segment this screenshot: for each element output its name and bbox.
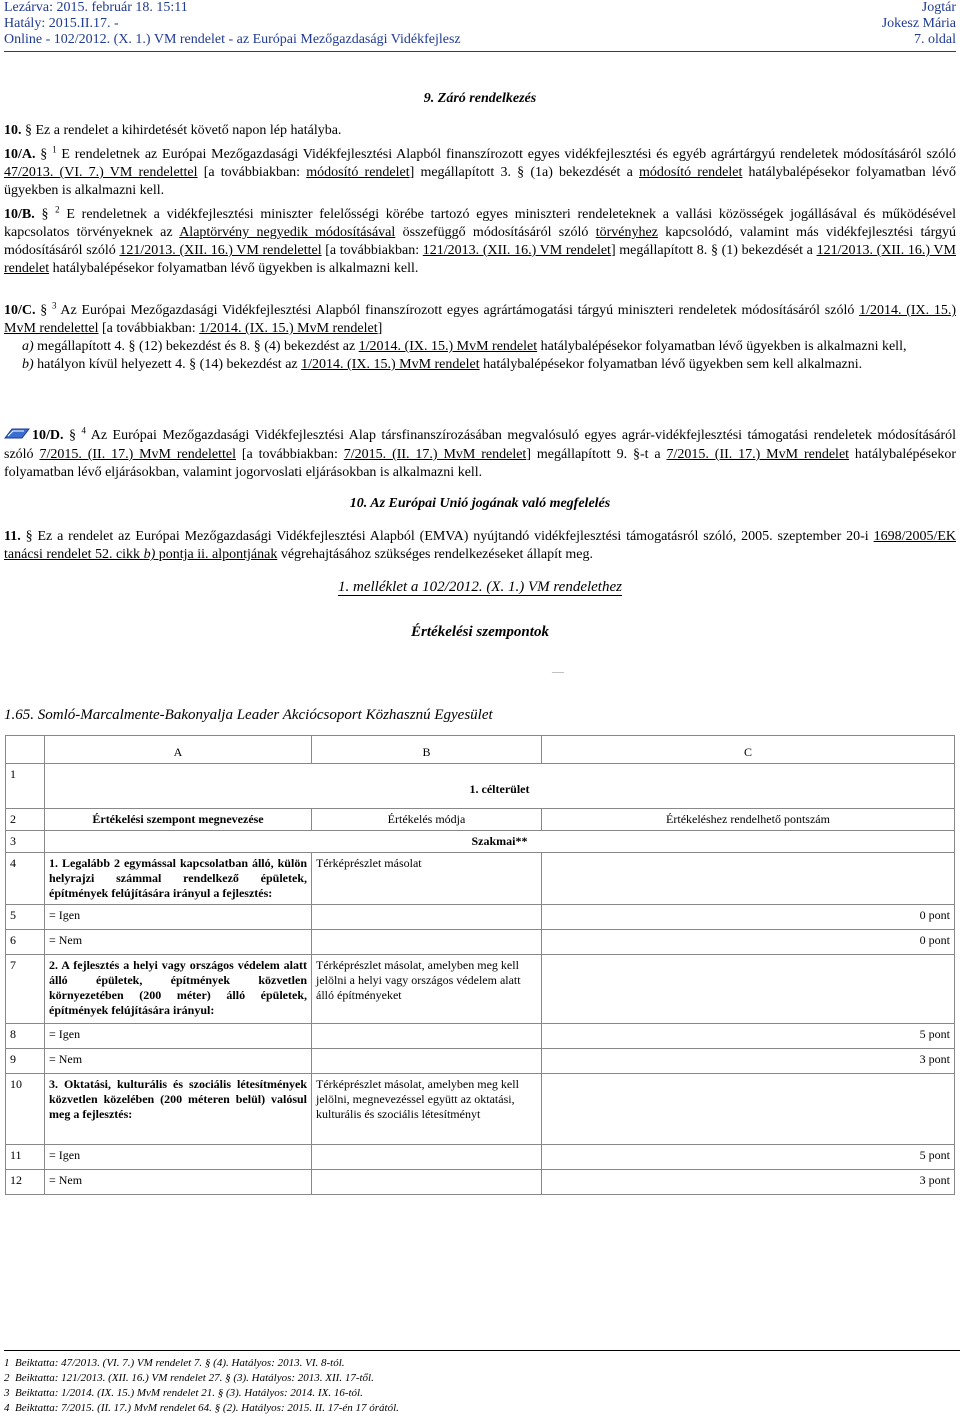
link-7-2015[interactable]: 7/2015. (II. 17.) MvM rendelet bbox=[666, 447, 850, 462]
link-1-2014[interactable]: 1/2014. (IX. 15.) MvM rendelet bbox=[301, 357, 480, 372]
row-number: 12 bbox=[6, 1170, 45, 1195]
footnote-divider bbox=[4, 1350, 960, 1351]
row-number: 6 bbox=[6, 930, 45, 955]
link-7-2015[interactable]: 7/2015. (II. 17.) MvM rendelettel bbox=[39, 447, 236, 462]
evaluation-table bbox=[5, 735, 955, 1195]
link-121-2013[interactable]: 121/2013. (XII. 16.) VM rendelet bbox=[422, 243, 611, 258]
header-brand: Jogtár bbox=[921, 0, 956, 15]
footnote-number: 1 bbox=[4, 1357, 10, 1369]
point-a bbox=[4, 338, 956, 356]
footnote-ref[interactable]: 3 bbox=[51, 300, 57, 311]
section-10-title: 10. Az Európai Unió jogának való megfelelés bbox=[349, 496, 611, 511]
paragraph-10 bbox=[4, 122, 956, 140]
row-number: 9 bbox=[6, 1049, 45, 1074]
table-row bbox=[6, 955, 955, 1024]
text: ] megállapított 9. §-t a bbox=[526, 447, 667, 462]
footnote-ref[interactable]: 4 bbox=[81, 425, 86, 436]
cell-c: 5 pont bbox=[542, 1024, 955, 1049]
section-sign: § bbox=[41, 207, 49, 222]
paragraph-number: 11. bbox=[4, 529, 21, 544]
row-number: 3 bbox=[6, 831, 45, 853]
annex-title bbox=[0, 579, 960, 596]
row-number: 10 bbox=[6, 1074, 45, 1145]
cell-c: 3 pont bbox=[542, 1170, 955, 1195]
text: ] megállapított 3. § (1a) bekezdését a bbox=[409, 165, 639, 180]
column-header: A bbox=[45, 736, 312, 764]
page-header-right bbox=[882, 0, 956, 48]
cell-b bbox=[312, 905, 542, 930]
link-121-2013[interactable]: 121/2013. (XII. 16.) VM rendelet bbox=[4, 243, 956, 276]
cell-c: 0 pont bbox=[542, 905, 955, 930]
row-number: 1 bbox=[6, 764, 45, 809]
link-1-2014[interactable]: 1/2014. (IX. 15.) MvM rendelet bbox=[199, 321, 378, 336]
footnote-number: 3 bbox=[4, 1387, 10, 1399]
table-row bbox=[6, 764, 955, 809]
section-sign: § bbox=[25, 123, 32, 138]
header-closed-date: Lezárva: 2015. február 18. 15:11 bbox=[4, 0, 188, 15]
cell-a: = Nem bbox=[45, 930, 312, 955]
link-47-2013[interactable]: 47/2013. (VI. 7.) VM rendelettel bbox=[4, 165, 198, 180]
point-label: b) bbox=[22, 357, 34, 372]
cell-c bbox=[542, 955, 955, 1024]
text: végrehajtásához szükséges rendelkezéseket állapít meg. bbox=[277, 547, 593, 562]
cell-b: Térképrészlet másolat, amelyben meg kell jelölni, megnevezéssel együtt az oktatási, kulturális és szociális létesítményt bbox=[312, 1074, 542, 1145]
cell-b: Térképrészlet másolat bbox=[312, 853, 542, 905]
paragraph-number: 10/D. bbox=[32, 428, 64, 444]
text: [a továbbiakban: bbox=[235, 447, 344, 462]
cell-a: = Igen bbox=[45, 1145, 312, 1170]
point-b bbox=[4, 356, 956, 374]
cell-b bbox=[312, 930, 542, 955]
footnote-ref[interactable]: 1 bbox=[52, 144, 57, 155]
footnote-text: Beiktatta: 7/2015. (II. 17.) MvM rendelet 64. § (2). Hatályos: 2015. II. 17-én 17 órától. bbox=[15, 1402, 399, 1414]
row-number: 5 bbox=[6, 905, 45, 930]
section-9-title: 9. Záró rendelkezés bbox=[423, 91, 537, 106]
cell-a: Értékelési szempont megnevezése bbox=[45, 809, 312, 831]
row-number: 7 bbox=[6, 955, 45, 1024]
row-number: 2 bbox=[6, 809, 45, 831]
link-alaptorveny[interactable]: Alaptörvény negyedik módosításával bbox=[179, 225, 396, 240]
annex-title-text: 1. melléklet a 102/2012. (X. 1.) VM rendelethez bbox=[338, 579, 622, 595]
paragraph-10d bbox=[4, 426, 956, 482]
footnote-text: Beiktatta: 1/2014. (IX. 15.) MvM rendelet 21. § (3). Hatályos: 2014. IX. 16-tól. bbox=[15, 1387, 363, 1399]
section-sign: § bbox=[69, 428, 76, 444]
text: megállapított 4. § (12) bekezdést és 8. § (4) bekezdést az bbox=[33, 339, 359, 354]
link-1-2014[interactable]: 1/2014. (IX. 15.) MvM rendelet bbox=[358, 339, 538, 354]
subsection-title: 1.65. Somló-Marcalmente-Bakonyalja Leader Akciócsoport Közhasznú Egyesület bbox=[4, 707, 493, 723]
cell-c: 5 pont bbox=[542, 1145, 955, 1170]
cell-a: = Nem bbox=[45, 1170, 312, 1195]
text: ] megállapított 8. § (1) bekezdését a bbox=[610, 243, 817, 258]
table-header-row bbox=[6, 736, 955, 764]
cell-a: 1. Legalább 2 egymással kapcsolatban álló, külön helyrajzi számmal rendelkező épületek, építmények felújítására irányul a fejlesztés: bbox=[45, 853, 312, 905]
text: [a továbbiakban: bbox=[197, 165, 307, 180]
footnote bbox=[4, 1356, 956, 1371]
section-sign: § bbox=[40, 147, 48, 162]
point-label: a) bbox=[22, 339, 34, 354]
cell-a: 2. A fejlesztés a helyi vagy országos védelem alatt álló épületek, építmények közvetlen környezetében (200 méter) álló épületek, építmények felújítására irányul: bbox=[45, 955, 312, 1024]
cell-b: Értékelés módja bbox=[312, 809, 542, 831]
page-header-left bbox=[4, 0, 461, 48]
cell-b bbox=[312, 1024, 542, 1049]
table-row bbox=[6, 809, 955, 831]
table-row bbox=[6, 1145, 955, 1170]
cell-a: = Igen bbox=[45, 905, 312, 930]
text: hatálybalépésekor folyamatban lévő eljárásokban, valamint jogorvoslati eljárásokban is alkalmazni kell. bbox=[4, 447, 956, 480]
footnote bbox=[4, 1401, 956, 1416]
footnote-ref[interactable]: 2 bbox=[55, 204, 60, 215]
header-user: Jokesz Mária bbox=[881, 16, 956, 31]
paragraph-10a bbox=[4, 146, 956, 200]
row-number: 11 bbox=[6, 1145, 45, 1170]
link-modosito-rendelet[interactable]: módosító rendelet bbox=[639, 165, 743, 180]
text: kapcsolódó, valamint más vidékfejlesztési tárgyú módosításáról szóló bbox=[4, 225, 956, 258]
cell-b bbox=[312, 1049, 542, 1074]
text: E rendeletnek a vidékfejlesztési miniszter felelősségi körébe tartozó egyes miniszteri rendeleteknek a vallási közösségek jogállásával és működésével kapcsolatos törvényeknek az bbox=[4, 207, 956, 240]
cell-c: 0 pont bbox=[542, 930, 955, 955]
cell-a: = Nem bbox=[45, 1049, 312, 1074]
text: hatályon kívül helyezett 4. § (14) bekezdést az bbox=[33, 357, 302, 372]
text: hatálybalépésekor folyamatban lévő ügyekben is alkalmazni kell. bbox=[49, 261, 419, 276]
table-cell bbox=[6, 736, 45, 764]
separator-dash: — bbox=[552, 664, 564, 678]
header-divider bbox=[4, 51, 956, 52]
text: hatálybalépésekor folyamatban lévő ügyekben is alkalmazni kell. bbox=[4, 165, 957, 198]
table-row bbox=[6, 1049, 955, 1074]
cell-b: Térképrészlet másolat, amelyben meg kell jelölni a helyi vagy országos védelem alatt álló építményeket bbox=[312, 955, 542, 1024]
text: ] bbox=[377, 321, 383, 336]
eurlex-flag-icon[interactable] bbox=[4, 426, 30, 446]
paragraph-10b bbox=[4, 206, 956, 278]
text: Az Európai Mezőgazdasági Vidékfejlesztési Alap társfinanszírozásában megvalósuló egyes agrár-vidékfejlesztési támogatási rendeletek módosításáról szóló bbox=[4, 428, 957, 462]
text: [a továbbiakban: bbox=[98, 321, 200, 336]
link-torvenyhez[interactable]: törvényhez bbox=[595, 225, 658, 240]
link-1-2014[interactable]: 1/2014. (IX. 15.) MvM rendelettel bbox=[4, 303, 957, 336]
cell-c bbox=[542, 853, 955, 905]
paragraph-number: 10/C. bbox=[4, 303, 36, 318]
footnote bbox=[4, 1371, 956, 1386]
footnote bbox=[4, 1386, 956, 1401]
column-header: B bbox=[312, 736, 542, 764]
table-row bbox=[6, 853, 955, 905]
row-number: 4 bbox=[6, 853, 45, 905]
criteria-title: Értékelési szempontok bbox=[411, 624, 549, 640]
text: E rendeletnek az Európai Mezőgazdasági Vidékfejlesztési Alapból finanszírozott egyes vidékfejlesztési és egyéb agrártárgyú rendeletek módosításáról szóló bbox=[56, 147, 957, 162]
link-modosito-rendelet[interactable]: módosító rendelet bbox=[306, 165, 410, 180]
paragraph-number: 10/A. bbox=[4, 147, 36, 162]
header-page-number: 7. oldal bbox=[914, 32, 956, 47]
footnote-number: 4 bbox=[4, 1402, 10, 1414]
footnote-text: Beiktatta: 47/2013. (VI. 7.) VM rendelet 7. § (4). Hatályos: 2013. VI. 8-tól. bbox=[15, 1357, 345, 1369]
section-sign: § bbox=[40, 303, 48, 318]
cell-c bbox=[542, 1074, 955, 1145]
paragraph-number: 10. bbox=[4, 123, 22, 138]
link-121-2013[interactable]: 121/2013. (XII. 16.) VM rendelettel bbox=[119, 243, 322, 258]
text: [a továbbiakban: bbox=[321, 243, 423, 258]
table-row bbox=[6, 1170, 955, 1195]
paragraph-11 bbox=[4, 528, 956, 564]
table-row bbox=[6, 1074, 955, 1145]
merged-cell: Szakmai** bbox=[45, 831, 955, 853]
text: összefüggő módosításáról szóló bbox=[395, 225, 596, 240]
footnote-number: 2 bbox=[4, 1372, 10, 1384]
text: Az Európai Mezőgazdasági Vidékfejlesztési Alapból finanszírozott egyes agrártámogatási tárgyú miniszteri rendeletek módosításáról szóló bbox=[56, 303, 860, 318]
text: Ez a rendelet az Európai Mezőgazdasági Vidékfejlesztési Alapból (EMVA) nyújtandó vidékfejlesztési támogatásról szóló, 2005. szeptember 20-i bbox=[32, 529, 874, 544]
link-text: pontja ii. alpontjának bbox=[155, 547, 278, 562]
cell-a: = Igen bbox=[45, 1024, 312, 1049]
link-text: b) bbox=[143, 547, 156, 562]
text: hatálybalépésekor folyamatban lévő ügyekben sem kell alkalmazni. bbox=[479, 357, 863, 372]
cell-a: 3. Oktatási, kulturális és szociális létesítmények közvetlen közelében (200 méteren belül) valósul meg a fejlesztés: bbox=[45, 1074, 312, 1145]
section-sign: § bbox=[25, 529, 33, 544]
paragraph-10c bbox=[4, 302, 956, 374]
link-7-2015[interactable]: 7/2015. (II. 17.) MvM rendelet bbox=[343, 447, 527, 462]
table-row bbox=[6, 831, 955, 853]
column-header: C bbox=[542, 736, 955, 764]
cell-c: Értékeléshez rendelhető pontszám bbox=[542, 809, 955, 831]
row-number: 8 bbox=[6, 1024, 45, 1049]
cell-b bbox=[312, 1145, 542, 1170]
cell-c: 3 pont bbox=[542, 1049, 955, 1074]
table-row bbox=[6, 905, 955, 930]
text: hatálybalépésekor folyamatban lévő ügyekben is alkalmazni kell, bbox=[537, 339, 907, 354]
paragraph-text: Ez a rendelet a kihirdetését követő napon lép hatályba. bbox=[32, 123, 342, 138]
merged-cell: 1. célterület bbox=[45, 764, 955, 809]
paragraph-number: 10/B. bbox=[4, 207, 35, 222]
table-row bbox=[6, 1024, 955, 1049]
table-row bbox=[6, 930, 955, 955]
header-effective: Hatály: 2015.II.17. - bbox=[4, 16, 119, 31]
header-doc-title: Online - 102/2012. (X. 1.) VM rendelet - az Európai Mezőgazdasági Vidékfejlesz bbox=[4, 32, 461, 47]
cell-b bbox=[312, 1170, 542, 1195]
footnotes bbox=[4, 1356, 956, 1416]
footnote-text: Beiktatta: 121/2013. (XII. 16.) VM rendelet 27. § (3). Hatályos: 2013. XII. 17-től. bbox=[15, 1372, 374, 1384]
link-text: 1698/2005/EK tanácsi rendelet 52. cikk bbox=[4, 529, 957, 562]
